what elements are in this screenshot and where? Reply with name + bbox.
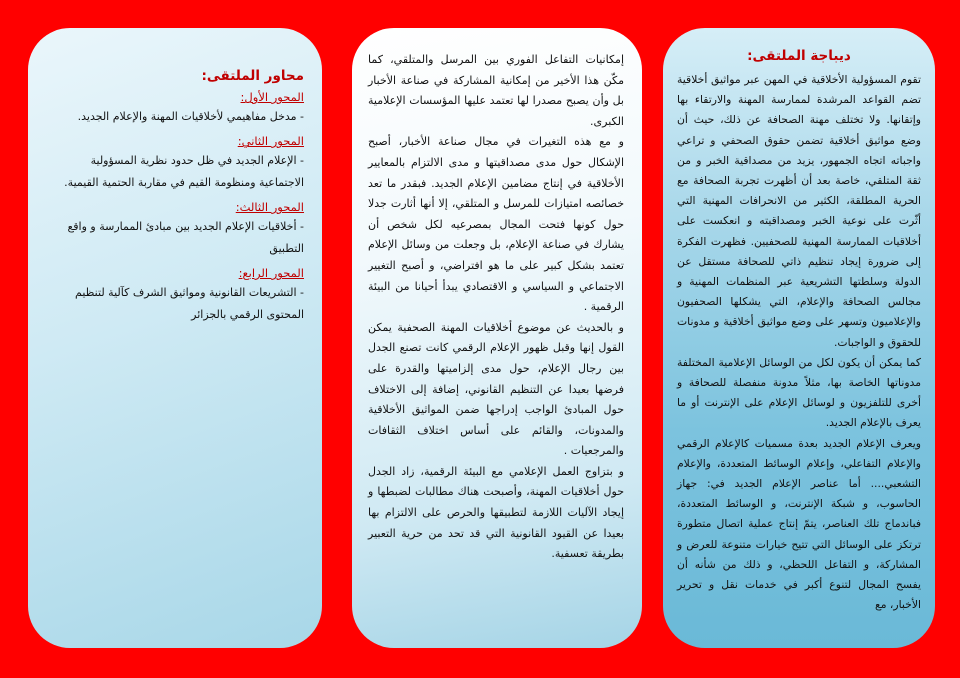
middle-paragraph-2: و مع هذه التغيرات في مجال صناعة الأخبار، أصبح الإشكال حول مدى مصداقيتها و مدى الالتزام بالمعايير الأخلاقية في إنتاج مضامين الإعلام الجديد. فبقدر ما تعد خصائصه امتيازات للمرسل و المتلقي، إلا أنها أثارت جدلا حول كونها فتحت المجال بمصرعيه لكل شخص أن يشارك في صناعة الإعلام، بل وجعلت من وسائل الإعلام تعتمد بشكل كبير على ما هو افتراضي، و أصبح التغيير الاجتماعي و السياسي و الاقتصادي يبدأ أحيانا من البيئة الرقمية . xyxy=(368,135,624,314)
axes-title: محاور الملتقى: xyxy=(201,68,304,84)
preamble-paragraph-2: كما يمكن أن يكون لكل من الوسائل الإعلامية المختلفة مدوناتها الخاصة بها، مثلاً مدونة منفصلة للصحافة و أخرى للتلفزيون و لوسائل الإعلام على الإنترنت أو ما يعرف بالإعلام الجديد. xyxy=(677,355,921,430)
axes-panel xyxy=(28,28,322,648)
middle-paragraph-3: و بالحديث عن موضوع أخلاقيات المهنة الصحفية يمكن القول إنها وقبل ظهور الإعلام الرقمي كانت تصنع الجدل بين رجال الإعلام، حول مدى إلزاميتها والقدرة على فرضها بعيدا عن التنظيم القانوني، إضافة إلى الاختلاف حول المبادئ الواجب إدراجها ضمن المواثيق الأخلاقية والمدونات، والقائم على أساس اختلاف الثقافات والمرجعيات . xyxy=(368,320,624,458)
preamble-panel xyxy=(663,28,935,648)
preamble-paragraph-3: ويعرف الإعلام الجديد بعدة مسميات كالإعلام الرقمي والإعلام التفاعلي، وإعلام الوسائط المتعددة، والإعلام التشعبي.... أما عناصر الإعلام الجديد في: جهاز الحاسوب، و شبكة الإنترنت، و الوسائط المتعددة، فباندماج تلك العناصر، يتمّ إنتاج عملية اتصال متطورة ترتكز على الوسائل التي تتيح خيارات متنوعة للعرض و المشاركة، و التفاعل اللحظي، و ذلك من شأنه أن يفسح المجال لتنوع أكبر في خدمات نقل و تحرير الأخبار، مع xyxy=(677,436,921,612)
axis-2-text: - الإعلام الجديد في ظل حدود نظرية المسؤولية الاجتماعية ومنظومة القيم في مقاربة الحتمية القيمية. xyxy=(64,154,304,189)
middle-paragraph-1: إمكانيات التفاعل الفوري بين المرسل والمتلقي، كما مكّن هذا الأخير من إمكانية المشاركة في صناعة الأخبار بل وأن يصبح مصدرا لها تعتمد عليها المؤسسات الإعلامية الكبرى. xyxy=(368,53,624,128)
axis-3-label: المحور الثالث: xyxy=(235,200,304,214)
preamble-paragraph-1: تقوم المسؤولية الأخلاقية في المهن عبر مواثيق أخلاقية تضم القواعد المرشدة لممارسة المهنة والارتقاء بها وإتقانها. ولا تختلف مهنة الصحافة عن ذلك، حيث أن وضع مواثيق أخلاقية تضمن حقوق الصحفي و تراعي واجباته اتجاه الجمهور، يزيد من مصداقية الخبر و من ثقة المتلقي، خاصة بعد أن أظهرت تجربة الصحافة مع الحرية المطلقة، الكثير من الانحرافات المهنية التي أثّرت على نوعية الخبر ومصداقيته و انعكست على أخلاقيات الممارسة المهنية للصحفيين. فظهرت الفكرة إلى ضرورة إيجاد تنظيم ذاتي للصحافة مستقل عن الدولة وسلطتها التشريعية عبر المنظمات المهنية و مجالس الصحافة والإعلام، التي يشكلها الصحفيون والإعلاميون وتسهر على وضع مواثيق أخلاقية و مدونات للحقوق و الواجبات. xyxy=(677,73,921,349)
axis-1-text: - مدخل مفاهيمي لأخلاقيات المهنة والإعلام الجديد. xyxy=(77,110,304,123)
middle-paragraph-4: و بتزاوج العمل الإعلامي مع البيئة الرقمية، زاد الجدل حول أخلاقيات المهنة، وأصبحت هناك مطالبات لضبطها و إيجاد الآليات اللازمة لتطبيقها والحرص على الالتزام بها بعيدا عن القيود القانونية التي قد تحد من حرية التعبير بطريقة تعسفية. xyxy=(368,464,624,561)
axis-1-label: المحور الأول: xyxy=(240,90,304,104)
axis-3-text: - أخلاقيات الإعلام الجديد بين مبادئ الممارسة و واقع التطبيق xyxy=(67,220,304,255)
preamble-title: ديباجة الملتقى: xyxy=(747,48,851,64)
axis-2-label: المحور الثاني: xyxy=(237,134,304,148)
axis-4-text: - التشريعات القانونية ومواثيق الشرف كآلية لتنظيم المحتوى الرقمي بالجزائر xyxy=(75,286,304,321)
middle-text-panel xyxy=(352,28,642,648)
axis-4-label: المحور الرابع: xyxy=(238,266,304,280)
